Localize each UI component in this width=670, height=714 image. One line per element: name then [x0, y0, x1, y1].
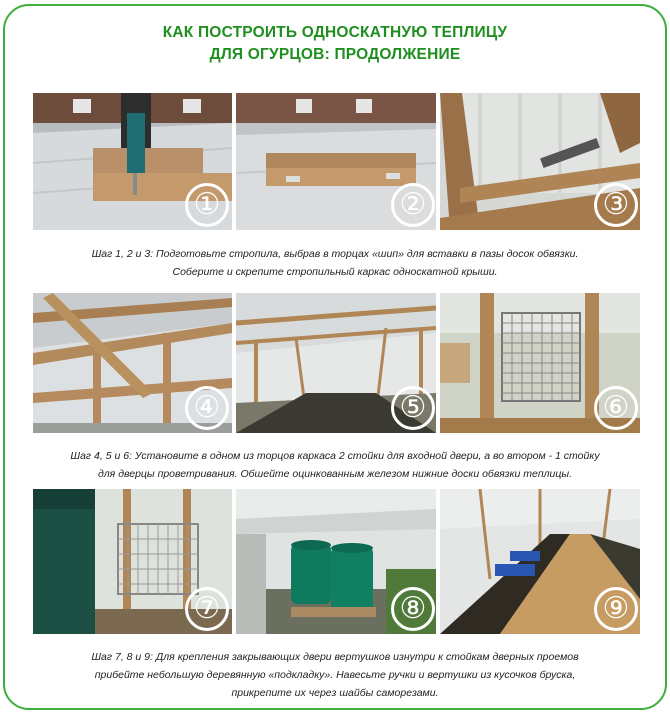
- photo-step-9: [440, 489, 640, 634]
- photo-step-6: [440, 293, 640, 433]
- step-number-9: ⑨: [594, 587, 638, 631]
- caption-2-line-1: Шаг 4, 5 и 6: Установите в одном из торцов каркаса 2 стойки для входной двери, а во втором - 1 стойку: [70, 450, 600, 462]
- caption-steps-7-9: [20, 648, 650, 702]
- step-number-5: ⑤: [391, 386, 435, 430]
- step-number-1: ①: [185, 183, 229, 227]
- page-title: [0, 22, 670, 66]
- photo-step-3: [440, 93, 640, 230]
- caption-3-line-2: прибейте небольшую деревянную «подкладку». Навесьте ручки и вертушки из кусочков бруска,: [94, 669, 576, 681]
- step-number-4: ④: [185, 386, 229, 430]
- photo-step-4: [33, 293, 232, 433]
- photo-step-5: [236, 293, 436, 433]
- photo-step-7: [33, 489, 232, 634]
- step-number-6: ⑥: [594, 386, 638, 430]
- step-number-7: ⑦: [185, 587, 229, 631]
- step-number-2: ②: [391, 183, 435, 227]
- photo-step-2: [236, 93, 436, 230]
- step-number-8: ⑧: [391, 587, 435, 631]
- caption-2-line-2: для дверцы проветривания. Обшейте оцинкованным железом нижние доски обвязки теплицы.: [97, 468, 573, 480]
- step-number-3: ③: [594, 183, 638, 227]
- photo-step-8: [236, 489, 436, 634]
- title-line-2: ДЛЯ ОГУРЦОВ: ПРОДОЛЖЕНИЕ: [209, 46, 461, 63]
- caption-1-line-1: Шаг 1, 2 и 3: Подготовьте стропила, выбрав в торцах «шип» для вставки в пазы досок обвязки.: [91, 248, 579, 260]
- photo-step-1: [33, 93, 232, 230]
- caption-3-line-3: прикрепите их через шайбы саморезами.: [231, 687, 439, 699]
- caption-1-line-2: Соберите и скрепите стропильный каркас односкатной крыши.: [172, 266, 498, 278]
- title-line-1: КАК ПОСТРОИТЬ ОДНОСКАТНУЮ ТЕПЛИЦУ: [162, 24, 508, 41]
- caption-steps-1-3: [20, 245, 650, 281]
- caption-3-line-1: Шаг 7, 8 и 9: Для крепления закрывающих двери вертушков изнутри к стойкам дверных проемов: [91, 651, 579, 663]
- caption-steps-4-6: [20, 447, 650, 483]
